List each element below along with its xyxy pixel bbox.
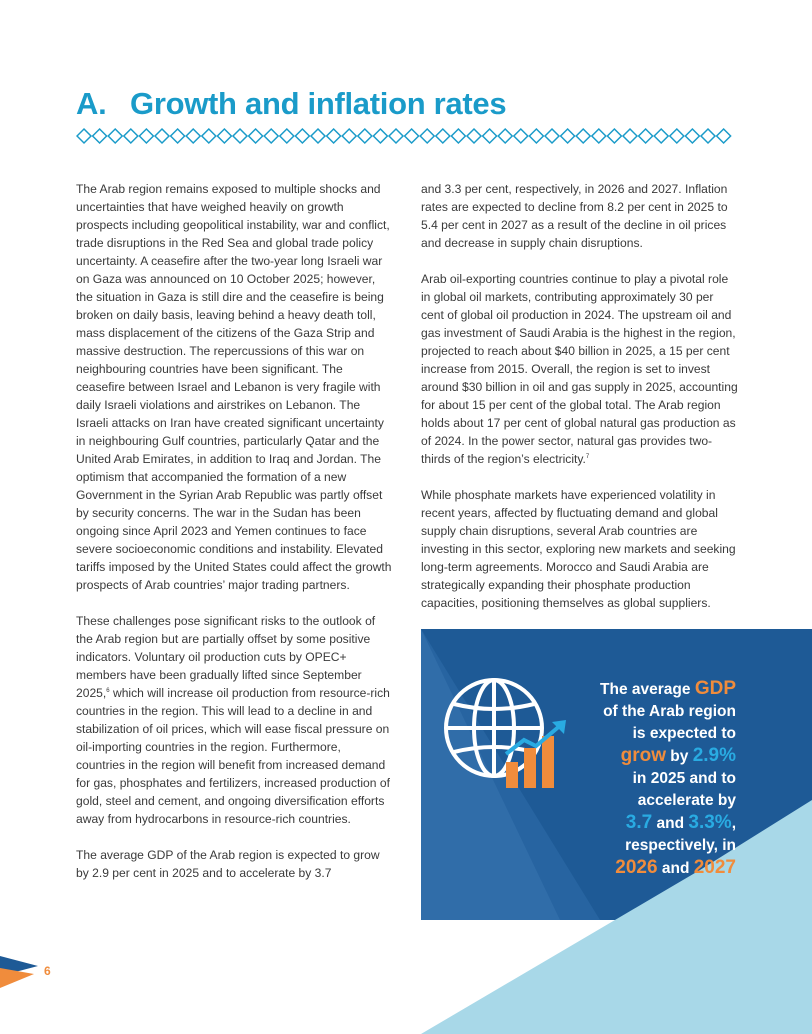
page-number: 6: [44, 964, 51, 978]
highlight-growth-2027: 3.3%: [688, 812, 732, 833]
highlight-growth-2025: 2.9%: [692, 745, 736, 766]
section-title: Growth and inflation rates: [130, 86, 507, 121]
paragraph: Arab oil-exporting countries continue to play a pivotal role in global oil markets, contributing approximately 30 per cent of global oil production in 2024. The upstream oil and gas investment of Saudi Arabia is the highest in the region, projected to reach about $40 billion in 2025, a 15 per cent increase from 2015. Overall, the region is set to invest around $30 billion in oil and gas supply in 2025, accounting for about 15 per cent of the global total. The Arab region holds about 17 per cent of global natural gas production as of 2024. In the power sector, natural gas provides two-thirds of the region’s electricity.$^7$: [421, 272, 738, 466]
section-letter: A.: [76, 86, 107, 121]
key-fact-callout: The average GDP of the Arab region is expected to grow by 2.9% in 2025 and to accelerate by 3.7 and 3.3%, respectively, in 2026 and 2027: [600, 678, 736, 878]
highlight-year-2027: 2027: [693, 857, 736, 878]
highlight-gdp: GDP: [694, 678, 736, 699]
footnote-ref[interactable]: 6: [106, 687, 110, 694]
paragraph: These challenges pose significant risks to the outlook of the Arab region but are partially offset by some positive indicators. Voluntary oil production cuts by OPEC+ members have been gradually lifted since September 2025,$^6$ which will increase oil production from resource-rich countries in the region. This will lead to a decline in and stabilization of oil prices, which will ease fiscal pressure on oil-importing countries in the region. Furthermore, countries in the region will benefit from increased demand for gas, phosphates and fertilizers, increased production of gold, steel and cement, and ongoing diversification efforts away from hydrocarbons in resource-rich countries.: [76, 614, 390, 826]
globe-growth-icon: [440, 670, 580, 790]
highlight-year-2026: 2026: [615, 857, 658, 878]
paragraph: The average GDP of the Arab region is expected to grow by 2.9 per cent in 2025 and to accelerate by 3.7: [76, 848, 380, 880]
paragraph: and 3.3 per cent, respectively, in 2026 and 2027. Inflation rates are expected to decline from 8.2 per cent in 2025 to 5.4 per cent in 2027 as a result of the decline in oil prices and decrease in supply chain disruptions.: [421, 182, 728, 250]
footnote-ref[interactable]: 7: [585, 453, 590, 460]
paragraph: The Arab region remains exposed to multiple shocks and uncertainties that have weighed heavily on growth prospects including geopolitical instability, war and conflict, trade disruptions in the Red Sea and global trade policy uncertainty. A ceasefire after the two-year long Israeli war on Gaza was announced on 10 October 2025; however, the situation in Gaza is still dire and the ceasefire is being broken on daily basis, leaving behind a heavy death toll, mass displacement of the citizens of the Gaza Strip and massive destruction. The repercussions of this war on neighbouring countries have been significant. The ceasefire between Israel and Lebanon is very fragile with daily Israeli violations and airstrikes on Lebanon. The Israeli attacks on Iran have created significant uncertainty in neighbouring Gulf countries, particularly Qatar and the United Arab Emirates, in addition to Iraq and Jordan. The optimism that accompanied the formation of a new Government in the Syrian Arab Republic was partly offset by security concerns. The war in the Sudan has been ongoing since April 2023 and Yemen continues to face severe socioeconomic conditions and instability. Elevated tariffs imposed by the United States could affect the growth prospects of Arab countries’ major trading partners.: [76, 182, 392, 592]
highlight-grow: grow: [620, 745, 666, 766]
highlight-growth-2026: 3.7: [625, 812, 653, 833]
paragraph: While phosphate markets have experienced volatility in recent years, affected by fluctuating demand and global supply chain disruptions, several Arab countries are investing in this sector, exploring new markets and seeking long-term agreements. Morocco and Saudi Arabia are strategically expanding their phosphate production capacities, positioning themselves as global suppliers.: [421, 488, 736, 610]
